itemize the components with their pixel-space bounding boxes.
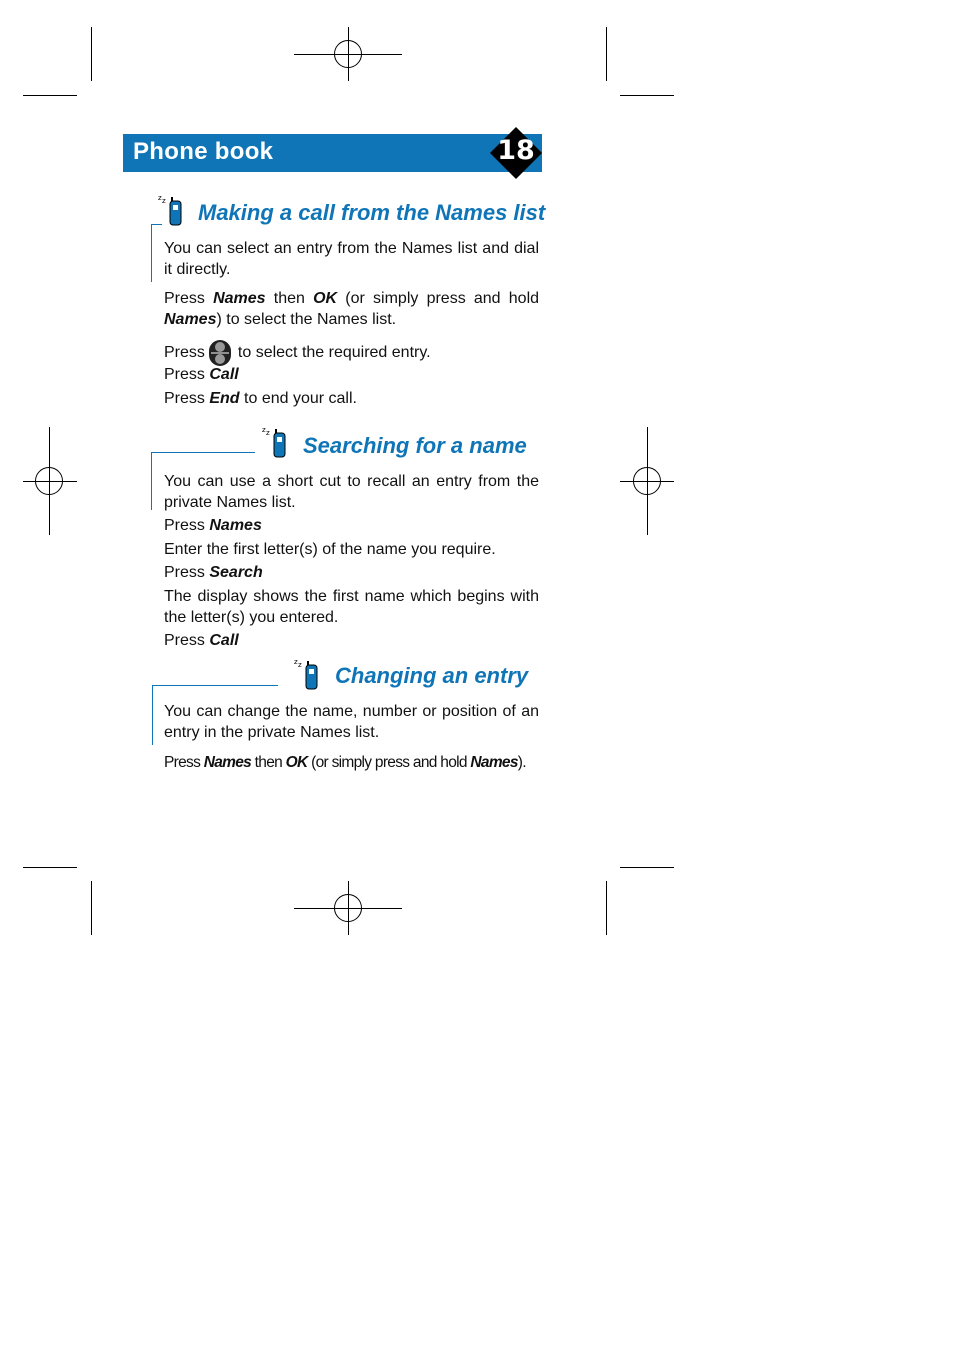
mobile-phone-icon [262, 424, 288, 458]
svg-text:z: z [298, 661, 302, 669]
crop-mark [91, 881, 92, 935]
instruction-step: Press Call [164, 632, 239, 649]
section-intro: You can use a short cut to recall an entry from the private Names list. [164, 473, 539, 511]
crop-mark [620, 867, 674, 868]
section-title-changing: Changing an entry [335, 663, 529, 688]
instruction-step: Press Names then OK (or simply press and hold Names) to select the Names list. [164, 290, 540, 328]
navigation-key-icon [208, 339, 232, 367]
section-rule [151, 224, 162, 225]
section-title-searching: Searching for a name [303, 433, 527, 458]
section-rule [151, 224, 152, 282]
instruction-step: Press Call [164, 366, 239, 383]
crop-mark [620, 95, 674, 96]
svg-text:z: z [162, 197, 166, 205]
section-rule [152, 685, 153, 745]
crop-mark [23, 867, 77, 868]
crop-mark [606, 27, 607, 81]
instruction-step: Press Search [164, 564, 263, 581]
section-rule [151, 452, 152, 510]
svg-text:z: z [158, 194, 162, 202]
crop-mark [606, 881, 607, 935]
mobile-phone-icon [294, 656, 320, 690]
svg-text:z: z [262, 426, 266, 434]
section-rule [151, 452, 255, 453]
mobile-phone-icon [158, 192, 184, 226]
instruction-step: Press Names [164, 517, 262, 534]
crop-mark [91, 27, 92, 81]
chapter-title: Phone book [133, 138, 274, 165]
instruction-step: Press End to end your call. [164, 390, 357, 407]
chapter-header [123, 134, 542, 172]
svg-text:z: z [294, 658, 298, 666]
section-intro: You can select an entry from the Names list and dial it directly. [164, 240, 539, 278]
instruction-step: Enter the first letter(s) of the name you require. [164, 541, 496, 558]
page-number-badge [490, 127, 542, 179]
instruction-step: Press Names then OK (or simply press and hold Names). [164, 754, 526, 771]
section-rule [152, 685, 278, 686]
crop-mark [23, 95, 77, 96]
instruction-step: The display shows the first name which begins with the letter(s) you entered. [164, 588, 539, 626]
instruction-step: Press to select the required entry. [164, 339, 431, 367]
svg-text:z: z [266, 429, 270, 437]
section-title-making-a-call: Making a call from the Names list [198, 200, 546, 225]
page-number: 18 [497, 135, 535, 166]
section-intro: You can change the name, number or position of an entry in the private Names list. [164, 703, 539, 741]
